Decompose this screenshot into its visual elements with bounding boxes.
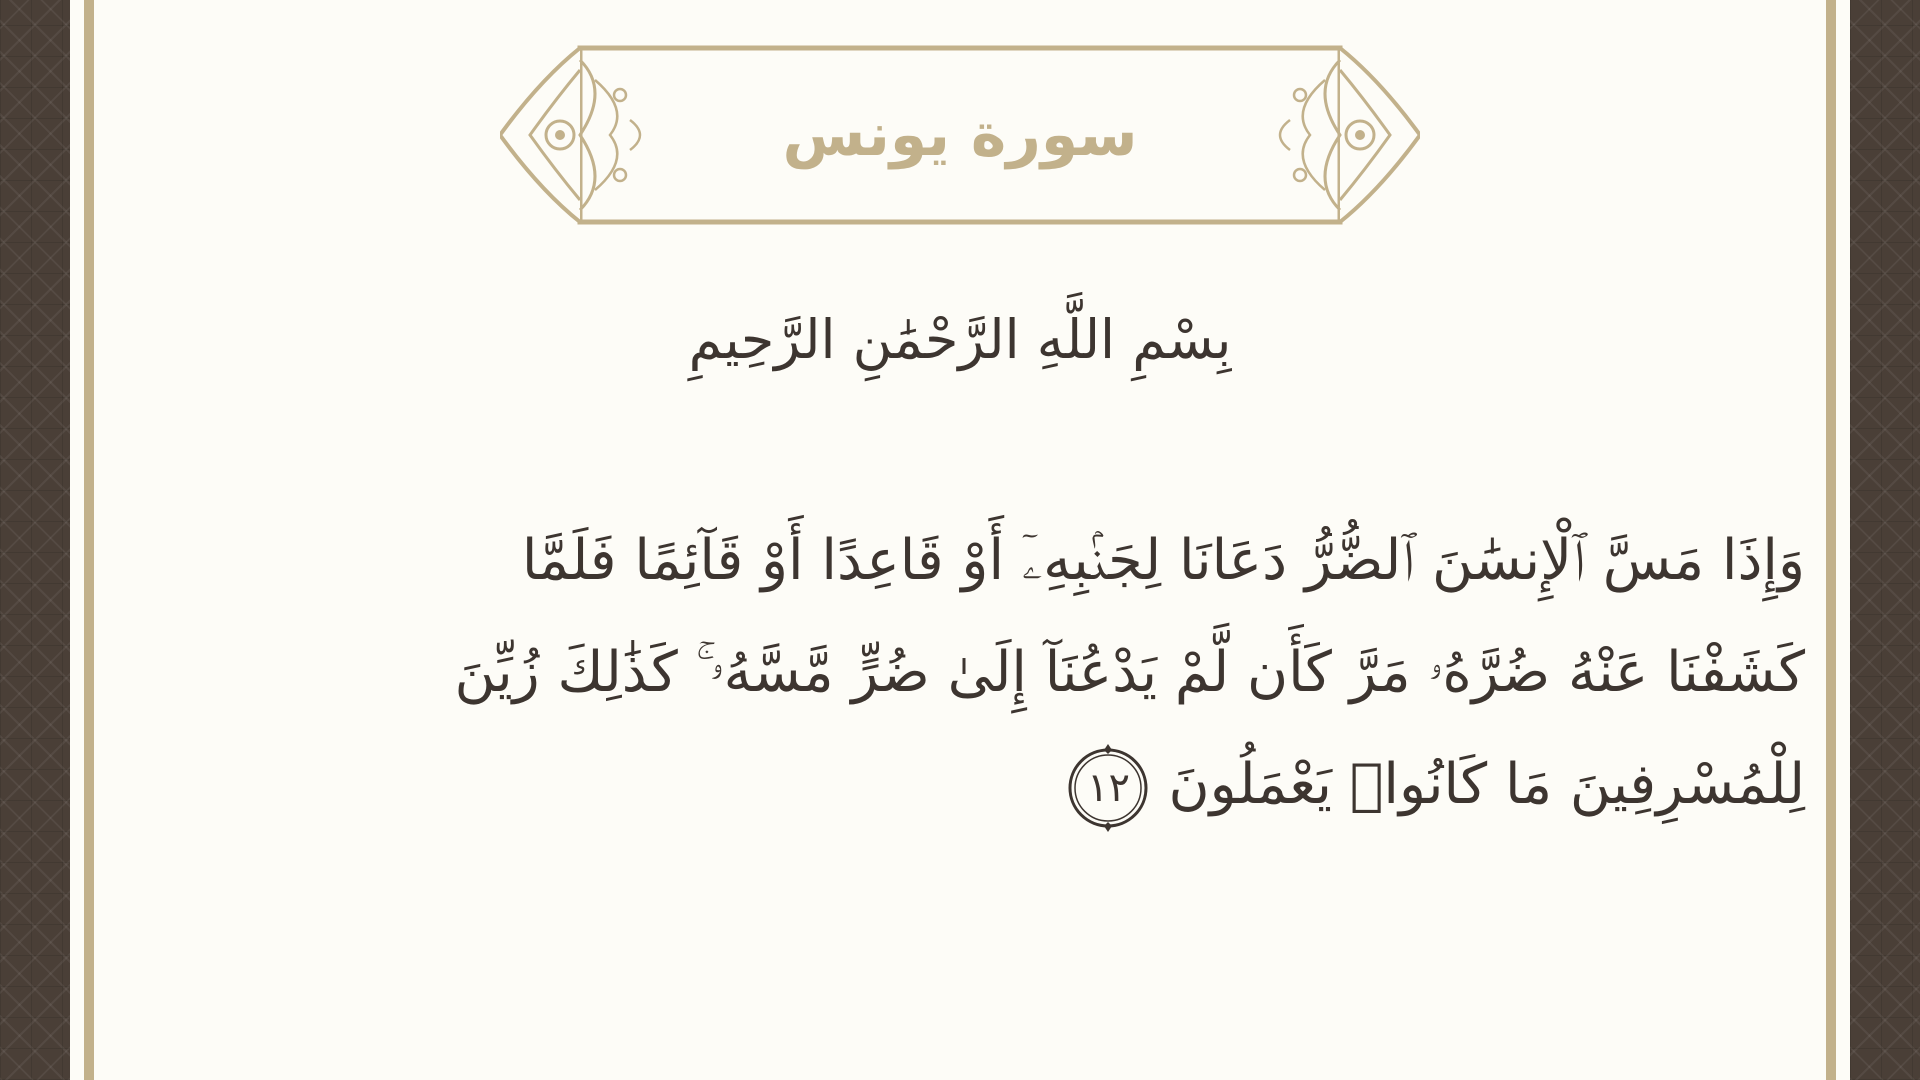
ayah-line-1: وَإِذَا مَسَّ ٱلْإِنسَٰنَ ٱلضُّرُّ دَعَانَا لِجَنۢبِهِۦٓ أَوْ قَاعِدًا أَوْ قَآئِمًا فَلَمَّا [521,528,1805,593]
ayah-number-marker [1062,742,1154,834]
left-gold-border [84,0,94,1080]
left-ornament-band [0,0,70,1080]
surah-title-frame [500,40,1420,230]
ayah-number: ١٢ [1086,764,1130,811]
ayah-line-3 [300,729,1805,841]
basmala: بِسْمِ اللَّهِ الرَّحْمَٰنِ الرَّحِيمِ [688,308,1232,371]
ayah-line-3-text: لِلْمُسْرِفِينَ مَا كَانُوا۟ يَعْمَلُونَ [1168,752,1805,817]
surah-title: سورة يونس [782,100,1138,170]
right-ornament-band [1850,0,1920,1080]
ayah-text [300,505,1805,841]
ayah-line-2: كَشَفْنَا عَنْهُ ضُرَّهُۥ مَرَّ كَأَن لَّمْ يَدْعُنَآ إِلَىٰ ضُرٍّ مَّسَّهُۥ ۚ كَذَٰلِكَ زُيِّنَ [454,640,1805,705]
right-gold-border [1826,0,1836,1080]
